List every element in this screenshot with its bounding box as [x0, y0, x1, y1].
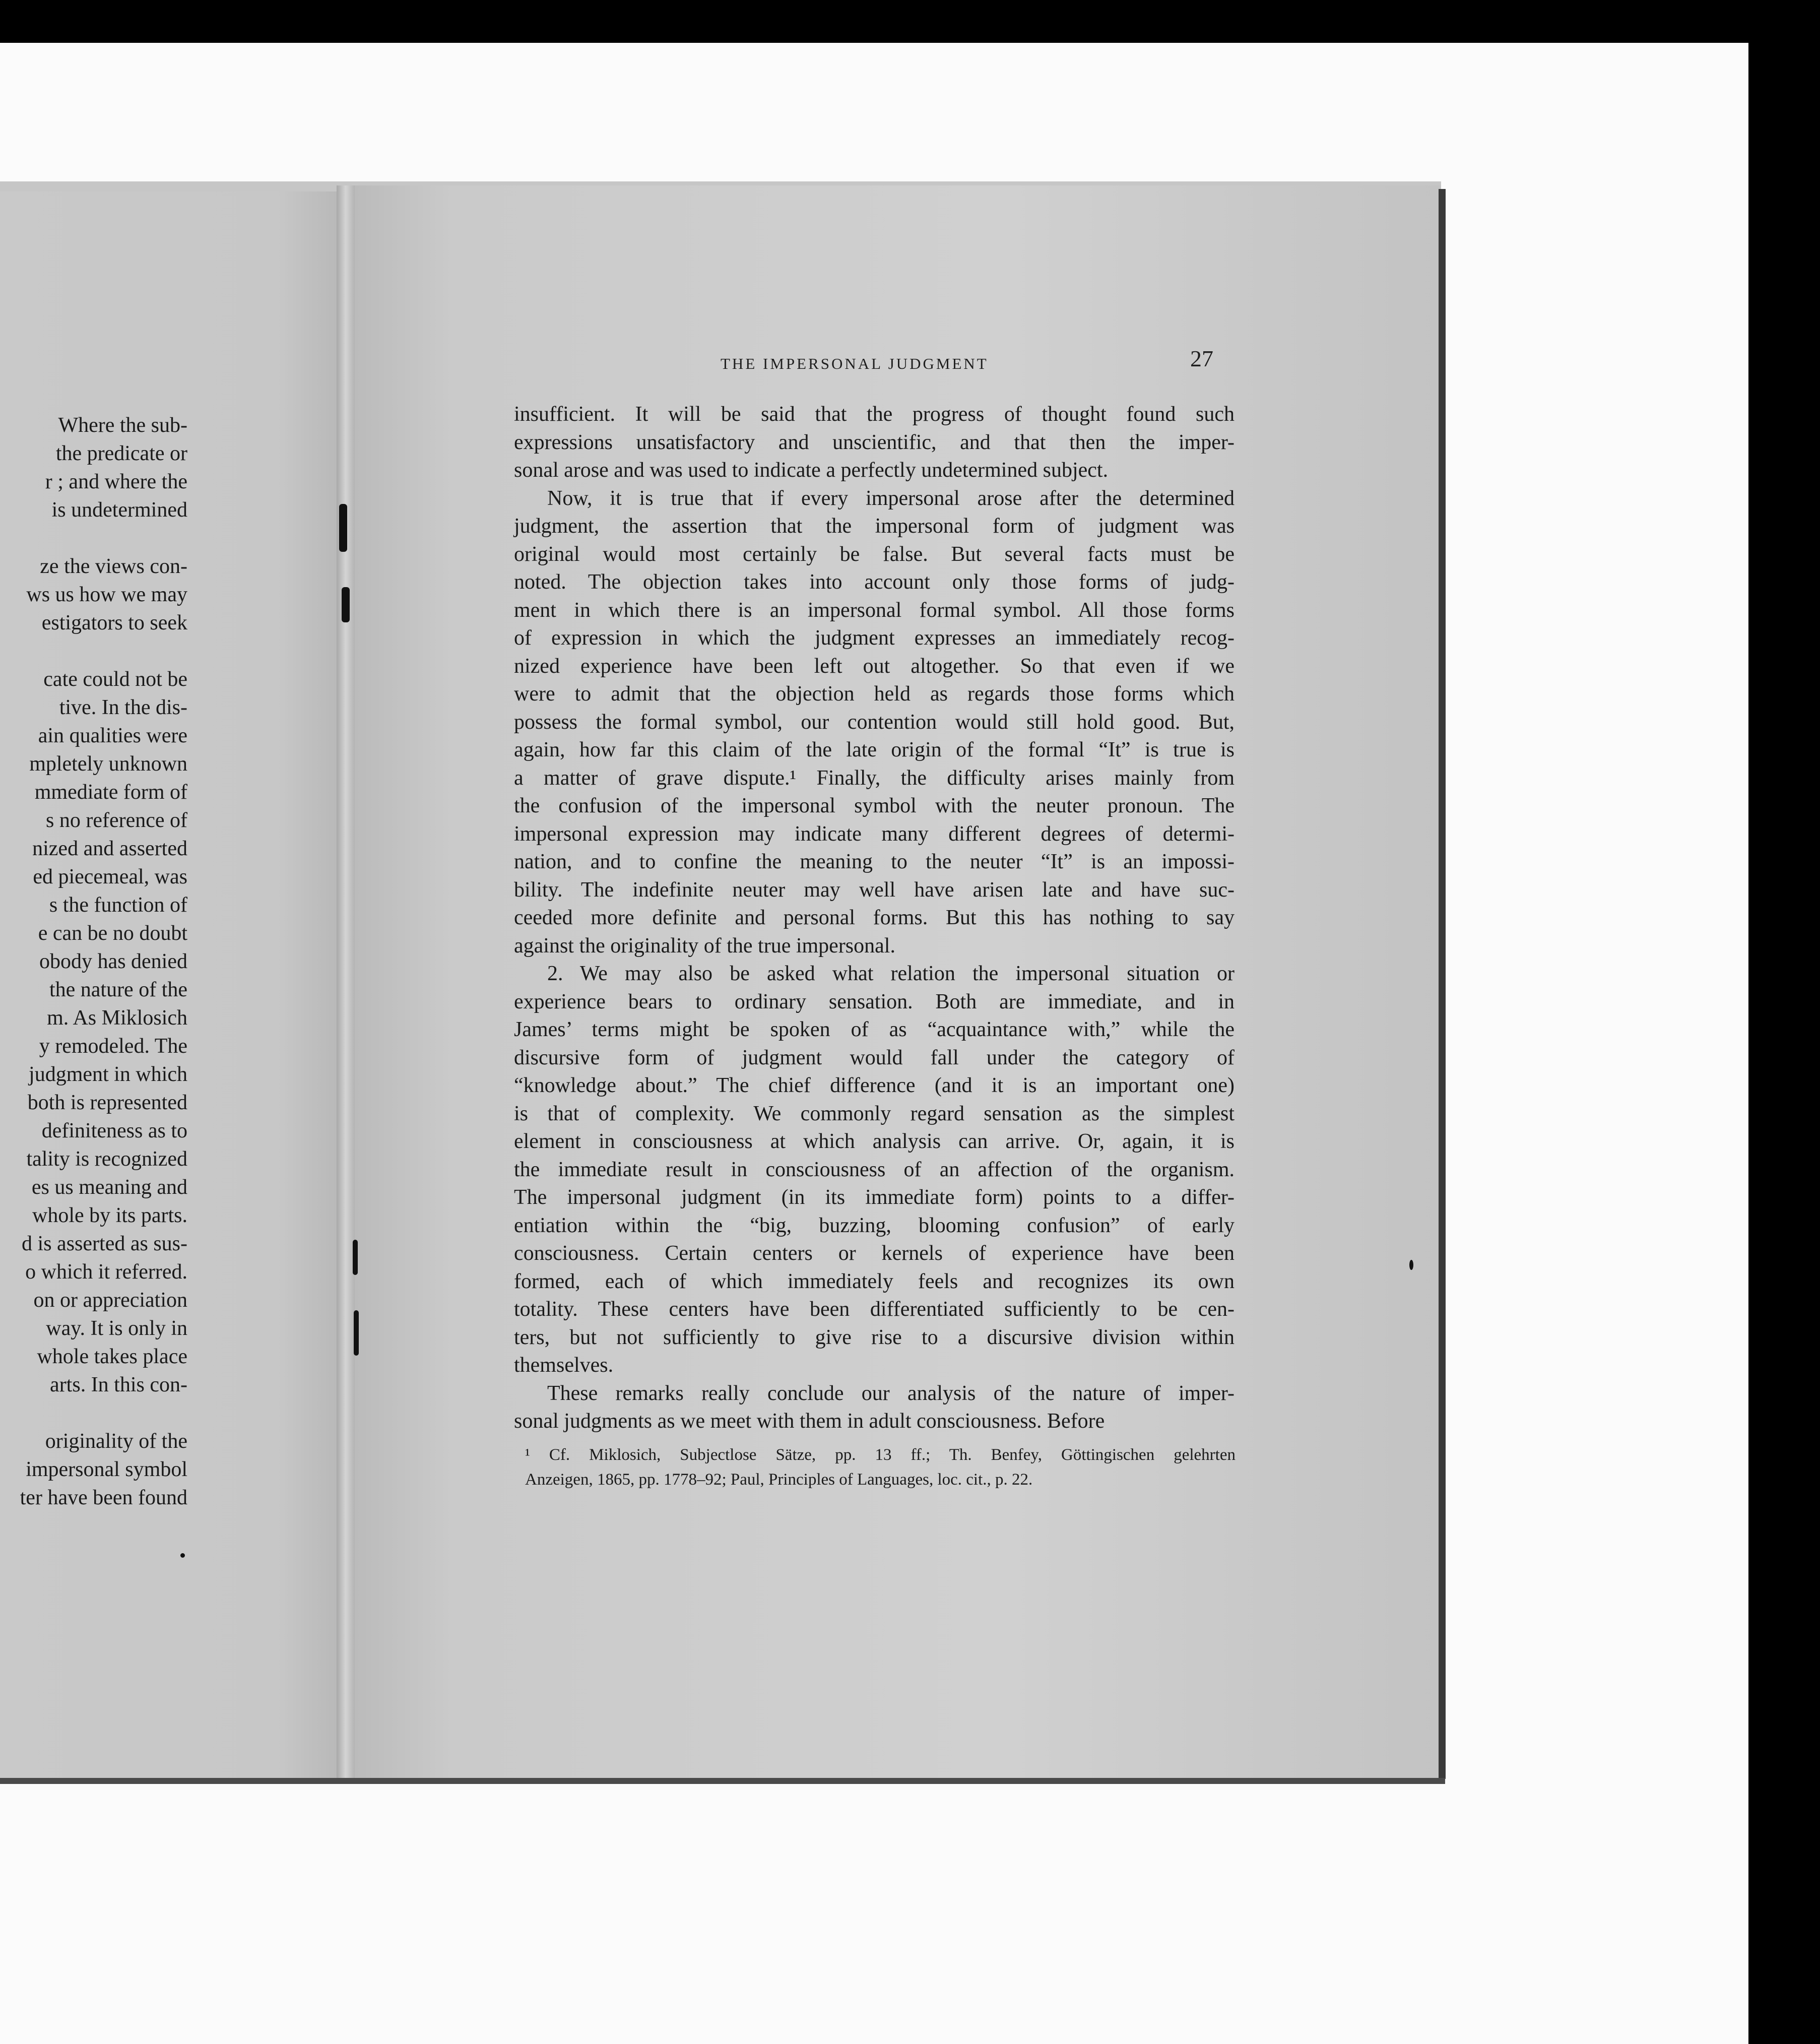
text-line: original would most certainly be false. But several facts must be: [514, 542, 1234, 566]
footnote: [525, 1441, 1236, 1491]
left-text-line: o which it referred.: [25, 1260, 187, 1284]
text-line: James’ terms might be spoken of as “acquaintance with,” while the: [514, 1018, 1234, 1041]
left-text-line: nized and asserted: [32, 837, 187, 860]
text-line: the immediate result in consciousness of an affection of the organism.: [514, 1158, 1234, 1181]
binding-staple: [342, 587, 350, 622]
left-text-line: definiteness as to: [41, 1119, 187, 1142]
text-line: impersonal expression may indicate many different degrees of determi-: [514, 822, 1234, 846]
left-text-line: estigators to seek: [41, 611, 187, 634]
text-line: Now, it is true that if every impersonal arose after the determined: [547, 486, 1234, 510]
left-text-line: cate could not be: [43, 668, 187, 691]
text-line: entiation within the “big, buzzing, blooming confusion” of early: [514, 1213, 1234, 1237]
text-line: nation, and to confine the meaning to the neuter “It” is an impossi-: [514, 850, 1234, 873]
text-line: ment in which there is an impersonal formal symbol. All those forms: [514, 598, 1234, 622]
footnote-line: Anzeigen, 1865, pp. 1778–92; Paul, Principles of Languages, loc. cit., p. 22.: [525, 1471, 1033, 1489]
left-text-line: s no reference of: [46, 809, 187, 832]
text-line: insufficient. It will be said that the progress of thought found such: [514, 403, 1234, 426]
left-text-line: the nature of the: [49, 978, 187, 1001]
text-line: ters, but not sufficiently to give rise to a discursive division within: [514, 1325, 1234, 1349]
text-line: again, how far this claim of the late origin of the formal “It” is true is: [514, 738, 1234, 761]
left-text-line: obody has denied: [39, 950, 187, 973]
text-line: totality. These centers have been differentiated sufficiently to be cen-: [514, 1298, 1234, 1321]
left-text-line: whole takes place: [37, 1345, 187, 1368]
footnote-line: ¹ Cf. Miklosich, Subjectlose Sätze, pp. 13 ff.; Th. Benfey, Göttingischen gelehrten: [525, 1446, 1236, 1464]
left-text-line: s the function of: [49, 893, 187, 917]
left-text-line: y remodeled. The: [39, 1035, 187, 1058]
left-text-line: judgment in which: [29, 1063, 187, 1086]
left-text-line: mmediate form of: [34, 781, 187, 804]
text-line: nized experience have been left out altogether. So that even if we: [514, 654, 1234, 678]
text-line: These remarks really conclude our analysis of the nature of imper-: [547, 1381, 1234, 1405]
text-line: consciousness. Certain centers or kernels of experience have been: [514, 1242, 1234, 1265]
left-text-line: the predicate or: [55, 442, 187, 465]
text-line: experience bears to ordinary sensation. Both are immediate, and in: [514, 990, 1234, 1013]
left-text-line: both is represented: [27, 1091, 187, 1114]
text-line: against the originality of the true impersonal.: [514, 934, 895, 957]
left-text-line: impersonal symbol: [26, 1458, 187, 1481]
text-line: themselves.: [514, 1354, 614, 1377]
text-line: element in consciousness at which analysis can arrive. Or, again, it is: [514, 1130, 1234, 1153]
binding-staple: [354, 1310, 359, 1356]
left-text-line: whole by its parts.: [32, 1204, 187, 1227]
left-text-line: tive. In the dis-: [59, 696, 187, 719]
left-text-line: r ; and where the: [45, 470, 187, 493]
left-text-line: e can be no doubt: [38, 922, 187, 945]
text-line: of expression in which the judgment expresses an immediately recog-: [514, 626, 1234, 650]
text-line: The impersonal judgment (in its immediate form) points to a differ-: [514, 1186, 1234, 1209]
left-text-line: Where the sub-: [58, 414, 187, 437]
text-line: sonal judgments as we meet with them in adult consciousness. Before: [514, 1410, 1105, 1433]
left-text-line: es us meaning and: [31, 1176, 187, 1199]
left-text-line: ter have been found: [20, 1486, 187, 1509]
text-line: a matter of grave dispute.¹ Finally, the difficulty arises mainly from: [514, 766, 1234, 790]
body-text: [514, 401, 1234, 1436]
text-line: “knowledge about.” The chief difference (and it is an important one): [514, 1074, 1234, 1097]
text-line: judgment, the assertion that the impersonal form of judgment was: [514, 515, 1234, 538]
binding-staple: [339, 504, 347, 552]
running-head: THE IMPERSONAL JUDGMENT: [721, 355, 989, 372]
text-line: noted. The objection takes into account only those forms of judg-: [514, 570, 1234, 594]
text-line: 2. We may also be asked what relation the impersonal situation or: [547, 962, 1234, 985]
text-line: expressions unsatisfactory and unscientific, and that then the imper-: [514, 430, 1234, 454]
film-speck: [180, 1553, 185, 1558]
left-text-line: arts. In this con-: [50, 1373, 187, 1396]
book-gutter: [337, 185, 355, 1780]
left-text-line: ain qualities were: [38, 724, 187, 747]
left-text-line: on or appreciation: [33, 1289, 187, 1312]
text-line: possess the formal symbol, our contention would still hold good. But,: [514, 710, 1234, 734]
page-edge-bottom: [0, 1778, 1445, 1784]
text-line: the confusion of the impersonal symbol with the neuter pronoun. The: [514, 794, 1234, 817]
left-text-line: tality is recognized: [26, 1147, 187, 1171]
text-line: discursive form of judgment would fall under the category of: [514, 1046, 1234, 1069]
left-text-line: ze the views con-: [40, 555, 187, 578]
left-text-line: originality of the: [45, 1430, 187, 1453]
text-line: sonal arose and was used to indicate a perfectly undetermined subject.: [514, 459, 1109, 482]
left-text-line: d is asserted as sus-: [22, 1232, 187, 1255]
binding-staple: [353, 1240, 358, 1275]
left-text-line: ed piecemeal, was: [33, 865, 187, 888]
page-edge-right: [1439, 189, 1446, 1779]
film-speck: [1409, 1260, 1413, 1270]
text-line: bility. The indefinite neuter may well have arisen late and have suc-: [514, 878, 1234, 902]
text-line: were to admit that the objection held as regards those forms which: [514, 682, 1234, 706]
left-text-line: ws us how we may: [26, 583, 187, 606]
left-text-line: way. It is only in: [46, 1317, 187, 1340]
text-line: formed, each of which immediately feels and recognizes its own: [514, 1269, 1234, 1293]
left-text-line: mpletely unknown: [29, 752, 187, 776]
text-line: ceeded more definite and personal forms. But this has nothing to say: [514, 906, 1234, 929]
page-number: 27: [1190, 346, 1213, 371]
left-text-line: is undetermined: [51, 498, 187, 522]
text-line: is that of complexity. We commonly regard sensation as the simplest: [514, 1102, 1234, 1125]
left-text-line: m. As Miklosich: [47, 1006, 187, 1030]
